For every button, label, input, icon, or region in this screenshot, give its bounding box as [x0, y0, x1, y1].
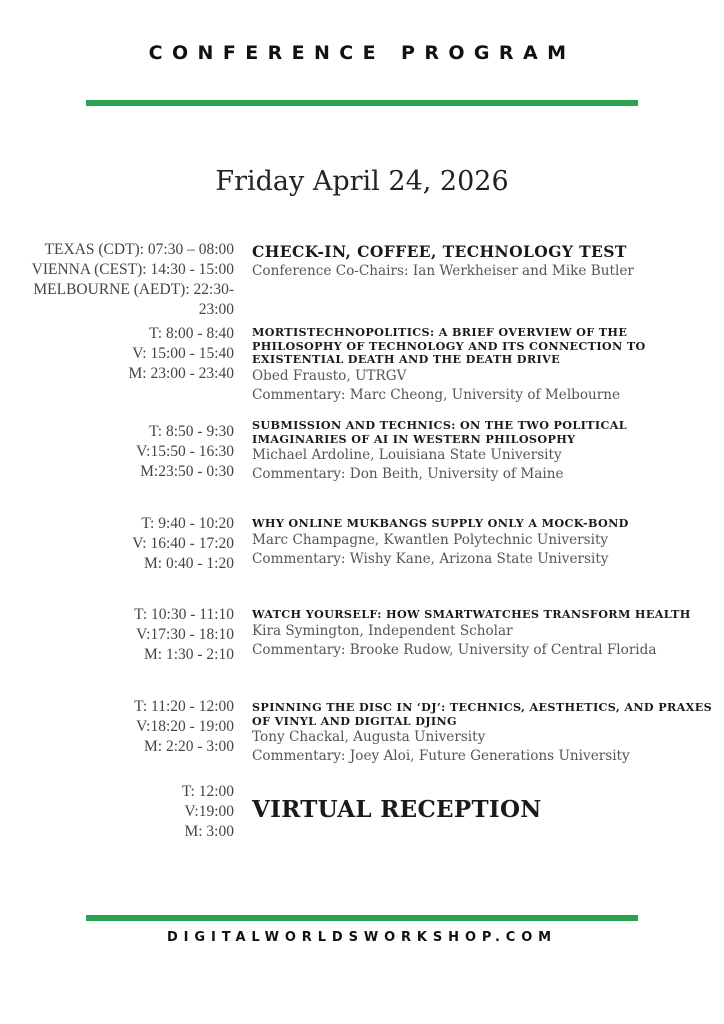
session-times — [32, 240, 234, 320]
session-title: SPINNING THE DISC IN ‘DJ’: TECHNICS, AESTHETICS, AND PRAXES OF VINYL AND DIGITAL DJING — [252, 700, 713, 728]
session-commentary: Commentary: Marc Cheong, University of Melbourne — [252, 386, 621, 403]
session-title: SUBMISSION AND TECHNICS: ON THE TWO POLITICAL IMAGINARIES OF AI IN WESTERN PHILOSOPHY — [252, 418, 627, 446]
time-texas: T: 10:30 - 11:10 — [134, 606, 234, 623]
session-times — [182, 782, 234, 842]
session-presenter: Michael Ardoline, Louisiana State University — [252, 447, 562, 463]
session-title: WATCH YOURSELF: HOW SMARTWATCHES TRANSFORM HEALTH — [252, 607, 691, 621]
session-title: CHECK-IN, COFFEE, TECHNOLOGY TEST — [252, 242, 627, 261]
session-block — [252, 326, 712, 405]
time-melbourne: M: 1:30 - 2:10 — [144, 646, 234, 663]
session-block — [252, 419, 712, 484]
session-block — [252, 608, 712, 660]
bottom-divider — [86, 915, 638, 921]
top-divider — [86, 100, 638, 106]
session-title: VIRTUAL RECEPTION — [252, 796, 542, 823]
time-texas: T: 9:40 - 10:20 — [141, 515, 234, 532]
session-presenter: Kira Symington, Independent Scholar — [252, 622, 513, 639]
session-times — [136, 422, 234, 482]
session-presenter: Obed Frausto, UTRGV — [252, 367, 407, 384]
time-vienna: V:15:50 - 16:30 — [136, 443, 234, 460]
date-heading: Friday April 24, 2026 — [215, 166, 509, 197]
session-times — [134, 697, 234, 757]
session-times — [129, 324, 235, 384]
time-texas: TEXAS (CDT): 07:30 – 08:00 — [44, 241, 234, 258]
session-block — [252, 701, 712, 766]
session-commentary: Commentary: Don Beith, University of Maine — [252, 466, 564, 482]
time-vienna: V: 15:00 - 15:40 — [132, 345, 234, 362]
time-texas: T: 11:20 - 12:00 — [134, 698, 234, 715]
session-title: WHY ONLINE MUKBANGS SUPPLY ONLY A MOCK-BOND — [252, 516, 629, 530]
session-commentary: Commentary: Brooke Rudow, University of Central Florida — [252, 641, 657, 658]
session-times — [134, 605, 234, 665]
time-melbourne: M: 2:20 - 3:00 — [144, 738, 234, 755]
time-texas: T: 12:00 — [181, 783, 234, 800]
session-presenter: Tony Chackal, Augusta University — [252, 729, 486, 745]
session-commentary: Commentary: Wishy Kane, Arizona State University — [252, 550, 609, 567]
session-commentary: Commentary: Joey Aloi, Future Generations University — [252, 748, 630, 764]
session-block — [252, 796, 712, 824]
time-melbourne: M: 0:40 - 1:20 — [144, 555, 234, 572]
website-url: DIGITALWORLDSWORKSHOP.COM — [166, 930, 558, 945]
time-texas: T: 8:00 - 8:40 — [149, 325, 234, 342]
time-vienna: V: 16:40 - 17:20 — [132, 535, 234, 552]
session-chairs: Conference Co-Chairs: Ian Werkheiser and Mike Butler — [252, 263, 634, 279]
time-vienna: VIENNA (CEST): 14:30 - 15:00 — [31, 261, 234, 278]
session-title: MORTISTECHNOPOLITICS: A BRIEF OVERVIEW OF THE PHILOSOPHY OF TECHNOLOGY AND ITS CONNECTION TO EXISTENTIAL DEATH AND THE DEATH DRIVE — [252, 325, 646, 366]
time-melbourne: M: 23:00 - 23:40 — [128, 365, 234, 382]
session-block — [252, 517, 712, 569]
time-melbourne-end: 23:00 — [198, 301, 234, 318]
time-melbourne: M: 3:00 — [184, 823, 234, 840]
session-presenter: Marc Champagne, Kwantlen Polytechnic University — [252, 531, 609, 548]
time-melbourne: M:23:50 - 0:30 — [140, 463, 234, 480]
time-vienna: V:18:20 - 19:00 — [136, 718, 234, 735]
page-title: CONFERENCE PROGRAM — [148, 42, 576, 64]
session-times — [132, 514, 234, 574]
time-texas: T: 8:50 - 9:30 — [149, 423, 234, 440]
time-vienna: V:19:00 — [184, 803, 234, 820]
time-melbourne: MELBOURNE (AEDT): 22:30- — [33, 281, 234, 298]
session-block — [252, 242, 712, 281]
time-vienna: V:17:30 - 18:10 — [136, 626, 234, 643]
